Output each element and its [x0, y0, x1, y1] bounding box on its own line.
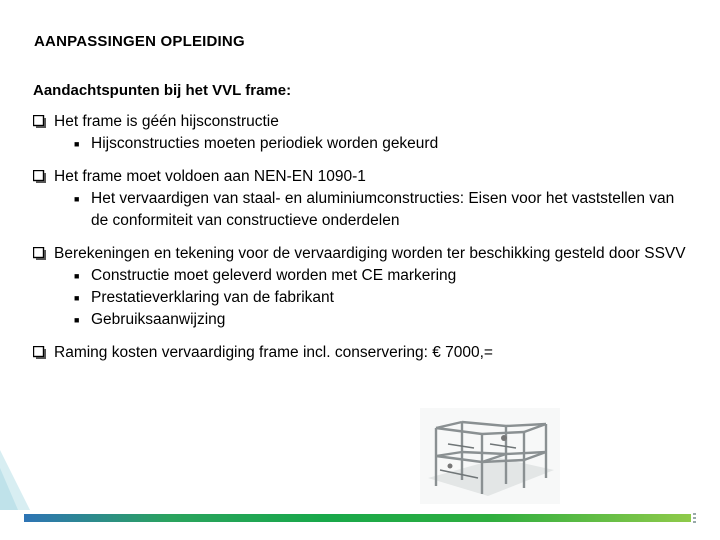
square-bullet-icon: ■ — [74, 293, 80, 303]
checkbox-bullet-icon — [33, 247, 46, 260]
bullet-point-text: Berekeningen en tekening voor de vervaardiging worden ter beschikking gesteld door SSVV — [54, 245, 686, 262]
sub-bullet-text: Gebruiksaanwijzing — [91, 311, 226, 328]
sub-bullet-text: Het vervaardigen van staal- en aluminiumconstructies: Eisen voor het vaststellen van de conformiteit van constructieve onderdelen — [91, 190, 675, 229]
checkbox-bullet-icon — [33, 170, 46, 183]
square-bullet-icon: ■ — [74, 271, 80, 281]
sub-bullet-text: Constructie moet geleverd worden met CE markering — [91, 267, 457, 284]
bullet-point — [33, 342, 693, 364]
corner-decoration — [0, 450, 40, 510]
square-bullet-icon: ■ — [74, 315, 80, 325]
bullet-point — [33, 243, 693, 331]
slide-title: AANPASSINGEN OPLEIDING — [34, 33, 245, 50]
sub-bullet-text: Prestatieverklaring van de fabrikant — [91, 289, 334, 306]
bullet-point-text: Raming kosten vervaardiging frame incl. conservering: € 7000,= — [54, 344, 493, 361]
square-bullet-icon: ■ — [74, 139, 80, 149]
bullet-point-text: Het frame moet voldoen aan NEN-EN 1090-1 — [54, 168, 366, 185]
footer-color-bar — [24, 514, 691, 522]
footer-dots-decoration — [692, 512, 698, 524]
bullet-point-text: Het frame is géén hijsconstructie — [54, 113, 279, 130]
bullet-list — [33, 111, 693, 375]
frame-render-image — [420, 408, 560, 504]
checkbox-bullet-icon — [33, 115, 46, 128]
checkbox-bullet-icon — [33, 346, 46, 359]
slide-subtitle: Aandachtspunten bij het VVL frame: — [33, 82, 292, 99]
bullet-point — [33, 111, 693, 155]
square-bullet-icon: ■ — [74, 194, 80, 204]
sub-bullet-text: Hijsconstructies moeten periodiek worden gekeurd — [91, 135, 439, 152]
bullet-point — [33, 166, 693, 232]
